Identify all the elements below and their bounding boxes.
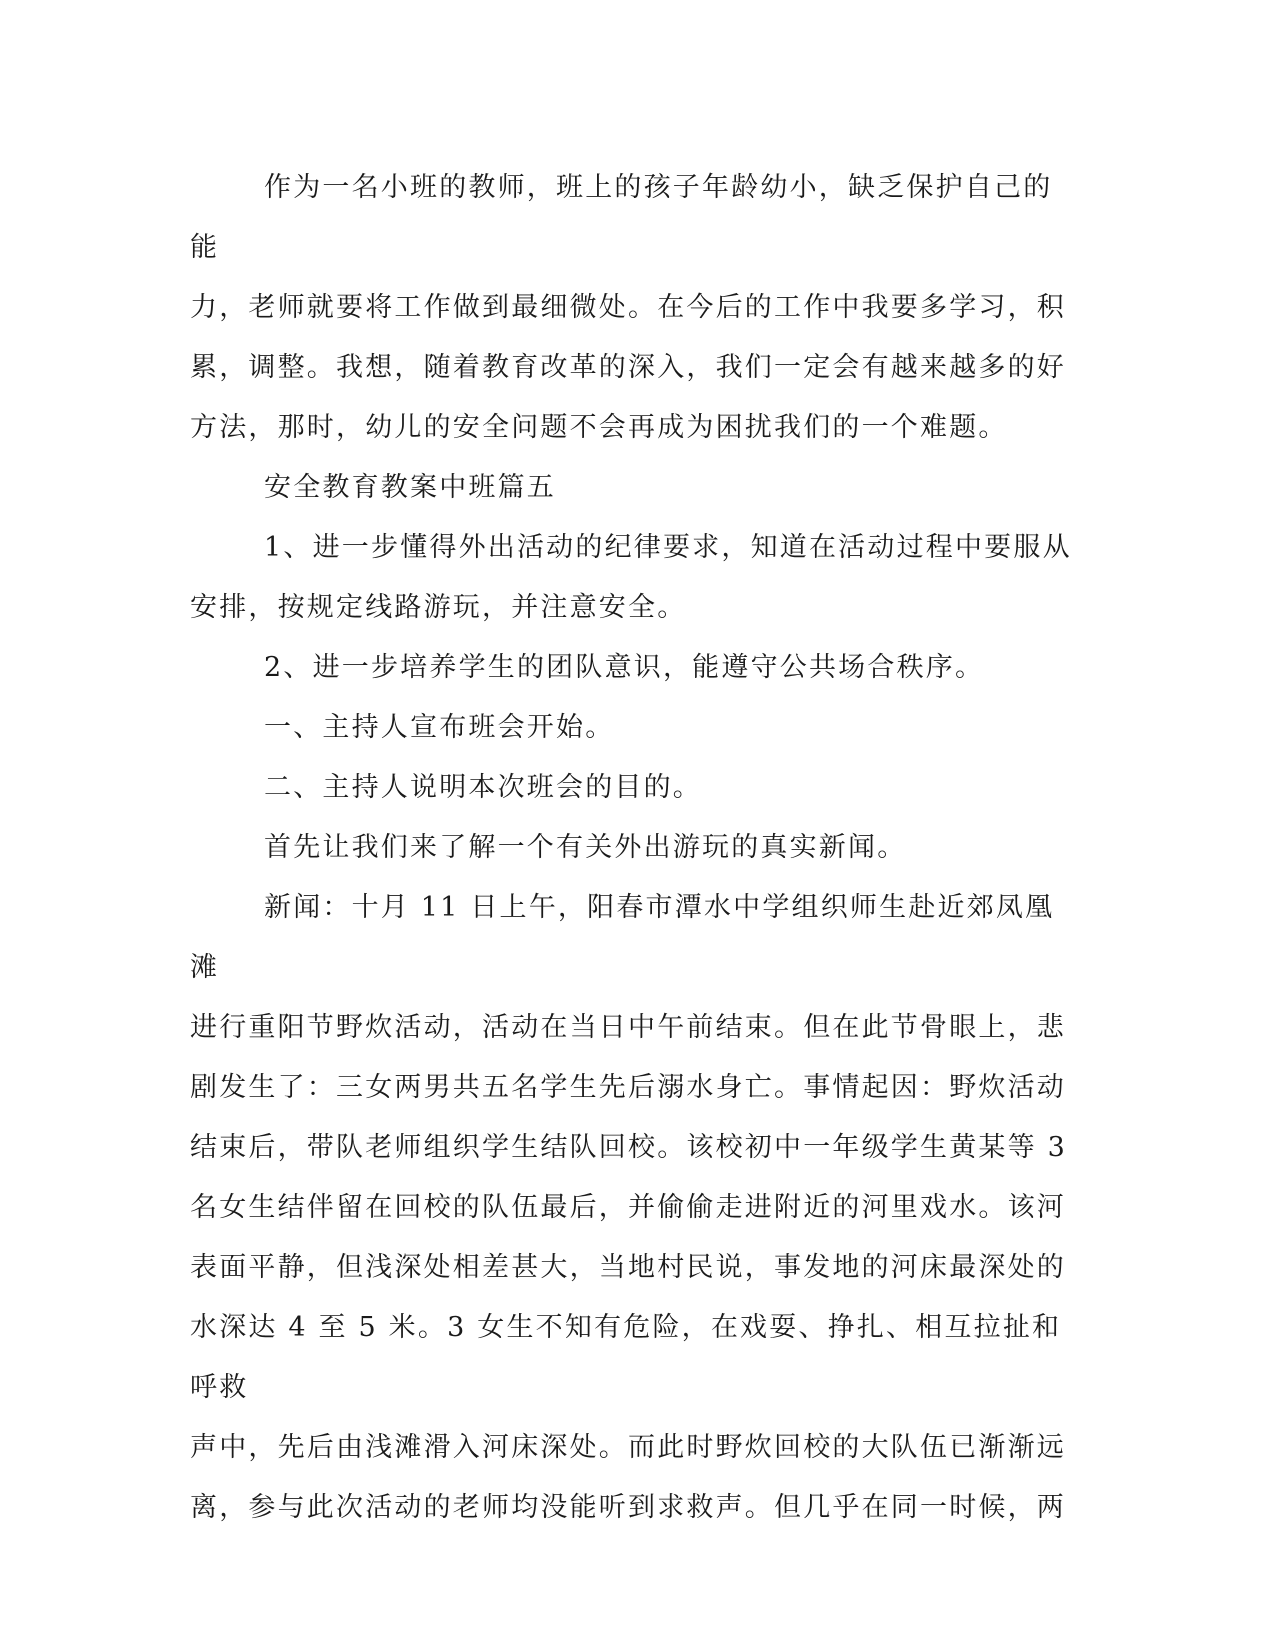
procedure-step-1: 一、主持人宣布班会开始。: [264, 712, 615, 743]
objective-item-2: 2、进一步培养学生的团队意识，能遵守公共场合秩序。: [264, 652, 985, 683]
section-heading: 安全教育教案中班篇五: [264, 472, 556, 503]
news-intro: 首先让我们来了解一个有关外出游玩的真实新闻。: [264, 832, 907, 863]
paragraph-teacher-reflection: 作为一名小班的教师，班上的孩子年龄幼小，缺乏保护自己的能 力，老师就要将工作做到最细微处。在今后的工作中我要多学习，积 累，调整。我想，随着教育改革的深入，我们一定会有越来越多的好 方法，那时，幼儿的安全问题不会再成为困扰我们的一个难题。: [190, 172, 1066, 443]
procedure-step-2: 二、主持人说明本次班会的目的。: [264, 772, 702, 803]
news-paragraph: 新闻：十月 11 日上午，阳春市潭水中学组织师生赴近郊凤凰滩 进行重阳节野炊活动，活动在当日中午前结束。但在此节骨眼上，悲 剧发生了：三女两男共五名学生先后溺水身亡。事情起因：野炊活动 结束后，带队老师组织学生结队回校。该校初中一年级学生黄某等 3 名女生结伴留在回校的队伍最后，并偷偷走进附近的河里戏水。该河 表面平静，但浅深处相差甚大，当地村民说，事发地的河床最深处的 水深达 4 至 5 米。3 女生不知有危险，在戏耍、挣扎、相互拉扯和呼救 声中，先后由浅滩滑入河床深处。而此时野炊回校的大队伍已渐渐远 离，参与此次活动的老师均没能听到求救声。但几乎在同一时候，两: [190, 892, 1067, 1523]
objective-item-1: 1、进一步懂得外出活动的纪律要求，知道在活动过程中要服从 安排，按规定线路游玩，并注意安全。: [190, 532, 1072, 623]
document-page: [190, 158, 1080, 1538]
